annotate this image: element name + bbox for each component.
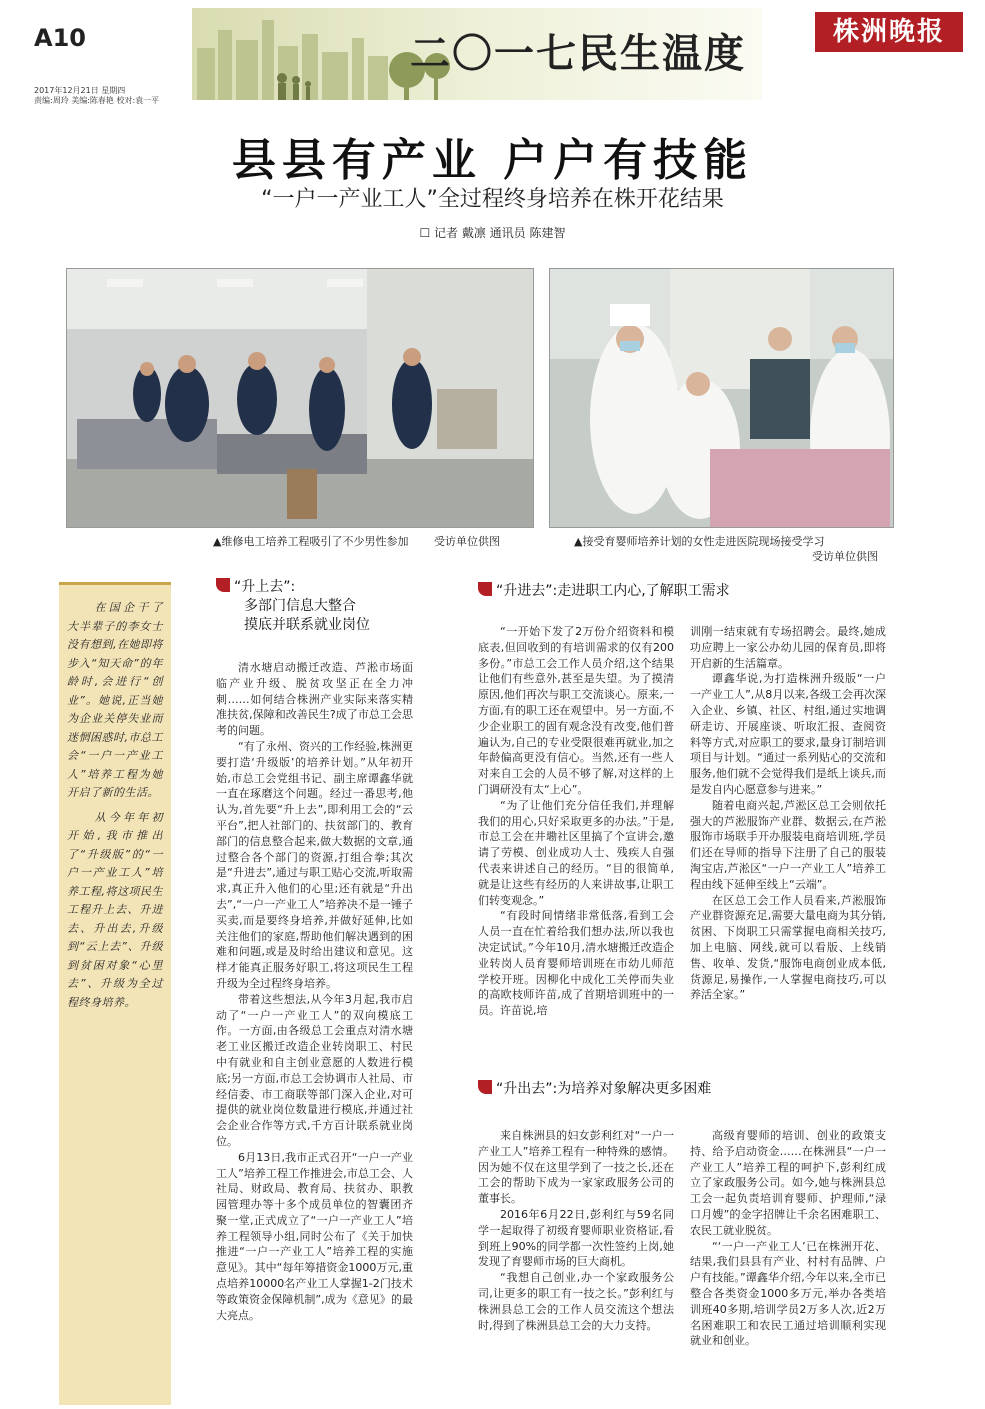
sidebar-intro [59, 582, 171, 1405]
section-3-title-text: “升出去”:为培养对象解决更多困难 [496, 1081, 712, 1097]
workshop-photo-illustration [67, 269, 533, 527]
sidebar-paragraph-1: 在国企干了大半辈子的李女士没有想到,在她即将步入“知天命”的年龄时,会进行“创业”。她说,正当她为企业关停失业而迷惘困惑时,市总工会“一户一产业工人”培养工程为她开启了新的生活。 [67, 601, 163, 799]
subheadline: “一户一产业工人”全过程终身培养在株开花结果 [261, 187, 724, 212]
date-line: 2017年12月21日 星期四 [34, 86, 126, 95]
newspaper-logo: 株洲晚报 [815, 12, 963, 52]
col4-paragraph: 2016年6月22日,彭利红与59名同学一起取得了初级育婴师职业资格证,看到班上90%的同学都一次性签约上岗,她发现了育婴师市场的巨大商机。 [478, 1207, 674, 1269]
col3-paragraph: 训刚一结束就有专场招聘会。最终,她成功应聘上一家公办幼儿园的保育员,即将开启新的生活篇章。 [690, 625, 886, 670]
col4-paragraph: 来自株洲县的妇女彭利红对“一户一产业工人”培养工程有一种特殊的感情。因为她不仅在这里学到了一技之长,还在工会的帮助下成为一家家政服务公司的董事长。 [478, 1129, 674, 1206]
column-5 [690, 1128, 886, 1349]
sidebar-paragraph-2: 从今年年初开始,我市推出了“升级版”的“一户一产业工人”培养工程,将这项民生工程升上去、升进去、升出去,升级到“云上去”、升级到贫困对象“心里去”、升级为全过程终身培养。 [67, 810, 163, 1009]
col3-paragraph: 谭鑫华说,为打造株洲升级版“一户一产业工人”,从8月以来,各级工会再次深入企业、乡镇、社区、村组,通过实地调研走访、开展座谈、听取汇报、查阅资料等方式,对应职工的要求,量身订制培训项目与计划。“通过一系列贴心的交流和服务,他们就不会觉得我们是纸上谈兵,而是发自内心愿意参与进来。” [690, 672, 886, 796]
photo-electricians [66, 268, 534, 528]
caption-left-text: ▲维修电工培养工程吸引了不少男性参加 [213, 535, 409, 548]
col3-paragraph: 随着电商兴起,芦淞区总工会则依托强大的芦淞服饰产业群、数据云,在芦淞服饰市场联手开办服装电商培训班,学员们还在导师的指导下注册了自己的服装淘宝店,芦淞区“一户一产业工人”培养工程由线下延伸至线上“云端”。 [690, 798, 886, 891]
section-3-title [478, 1080, 711, 1099]
hospital-photo-illustration [550, 269, 893, 527]
section-1-title-a: “升上去”: [234, 579, 296, 595]
section-1-title [216, 578, 370, 635]
column-4 [478, 1128, 674, 1333]
section-1-title-b: 多部门信息大整合 [244, 598, 356, 614]
col1-paragraph: “有了永州、资兴的工作经验,株洲更要打造‘升级版’的培养计划。”从年初开始,市总工会党组书记、副主席谭鑫华就一直在琢磨这个问题。经过一番思考,他认为,首先要“升上去”,即利用工会的“云平台”,把人社部门的、扶贫部门的、教育部门的信息整合起来,做大数据的文章,通过整合各个部门的资源,打组合拳;其次是“升进去”,通过与职工贴心交流,听取需求,真正升入他们的心里;还有就是“升出去”,“一户一产业工人”培养决不是一锤子买卖,而是要终身培养,并做好延伸,比如关注他们的家庭,帮助他们解决遇到的困难和问题,或是及时给出建议和意见。这样才能真正服务好职工,将这项民生工程升级为全过程终身培养。 [216, 739, 413, 990]
column-3 [690, 624, 886, 1003]
col4-paragraph: “我想自己创业,办一个家政服务公司,让更多的职工有一技之长。”彭利红与株洲县总工会的工作人员交流这个想法时,得到了株洲县总工会的大力支持。 [478, 1271, 674, 1332]
byline: ☐ 记者 戴凛 通讯员 陈建智 [419, 226, 566, 240]
staff-line: 责编:周玲 美编:陈春艳 校对:袁一平 [34, 96, 160, 105]
col1-paragraph: 带着这些想法,从今年3月起,我市启动了“一户一产业工人”的双向模底工作。一方面,由各级总工会重点对清水塘老工业区搬迁改造企业转岗职工、村民中有就业和自主创业意愿的人数进行模底;另一方面,市总工会协调市人社局、市经信委、市工商联等部门深入企业,对可提供的就业岗位数量进行模底,并通过社会企业合作等方式,千方百计联系就业岗位。 [216, 992, 413, 1148]
section-marker-icon [478, 582, 492, 596]
section-marker-icon [216, 578, 230, 592]
column-2 [478, 624, 674, 1019]
photo-caption-right: ▲接受育婴师培养计划的女性走进医院现场接受学习 [574, 535, 825, 548]
photo-nurses [549, 268, 894, 528]
photo-caption-left [213, 533, 500, 549]
section-marker-icon [478, 1080, 492, 1094]
photo-credit-right: 受访单位供图 [812, 550, 878, 563]
page-number: A10 [34, 24, 86, 52]
col1-paragraph: 6月13日,我市正式召开“一户一产业工人”培养工程工作推进会,市总工会、人社局、财政局、教育局、扶贫办、职教园管理办等十多个成员单位的智囊团齐聚一堂,正式成立了“一户一产业工人”培养工程领导小组,同时公布了《关于加快推进“一户一产业工人”培养工程的实施意见》。其中“每年筹措资金1000万元,重点培养10000名产业工人掌握1-2门技术等政策资金保障机制”,成为《意见》的最大亮点。 [216, 1150, 413, 1322]
col5-paragraph: 高级育婴师的培训、创业的政策支持、给予启动资金……在株洲县“一户一产业工人”培养工程的呵护下,彭利红成立了家政服务公司。如今,她与株洲县总工会一起负责培训育婴师、护理师,“渌口月嫂”的金字招牌让千余名困难职工、农民工就业脱贫。 [690, 1129, 886, 1237]
col2-paragraph: “有段时间情绪非常低落,看到工会人员一直在忙着给我们想办法,所以我也决定试试。”今年10月,清水塘搬迁改造企业转岗人员育婴师培训班在市幼儿师范学校开班。因柳化中成化工关停而失业的高欧枝师许苗,成了首期培训班中的一员。许苗说,培 [478, 909, 674, 1018]
caption-left-credit: 受访单位供图 [433, 535, 500, 548]
section-2-title [478, 582, 730, 601]
col5-paragraph: “‘一户一产业工人’已在株洲开花、结果,我们县县有产业、村村有品牌、户户有技能。”谭鑫华介绍,今年以来,全市已整合各类资金1000多万元,举办各类培训班40多期,培训学员2万多人次,近2万名困难职工和农民工通过培训顺利实现就业和创业。 [690, 1239, 886, 1348]
section-2-title-text: “升进去”:走进职工内心,了解职工需求 [496, 583, 730, 599]
col2-paragraph: “一开始下发了2万份介绍资料和模底表,但回收到的有培训需求的仅有200多份。”市总工会工作人员介绍,这个结果让他们有些意外,甚至是失望。为了摸清原因,他们再次与职工交流谈心。原来,一方面,有的职工还在观望中。另一方面,不少企业职工的固有观念没有改变,他们普遍认为,自己的专业受限很难再就业,加之年龄偏高更没有信心。当然,还有一些人对来自工会的人员不够了解,对这样的上门调研没有太“上心”。 [478, 625, 674, 796]
col1-paragraph: 清水塘启动搬迁改造、芦淞市场面临产业升级、脱贫攻坚正在全力冲刺……如何结合株洲产业实际来落实精准扶贫,保障和改善民生?成了市总工会思考的问题。 [216, 661, 413, 738]
banner-title: 二〇一七民生温度 [410, 30, 746, 77]
col2-paragraph: “为了让他们充分信任我们,并理解我们的用心,只好采取更多的办法。”于是,市总工会在井墈社区里搞了个宣讲会,邀请了劳模、创业成功人士、残疾人自强代表来讲述自己的经历。“目的很简单,就是让这些有经历的人来讲故事,让职工们转变观念。” [478, 798, 674, 907]
section-1-title-c: 摸底并联系就业岗位 [244, 617, 370, 633]
col3-paragraph: 在区总工会工作人员看来,芦淞服饰产业群资源充足,需要大量电商为其分销,贫困、下岗职工只需掌握电商相关技巧,加上电脑、网线,就可以看版、上线销售、收单、发货,“服饰电商创业成本低,货源足,易操作,一人掌握电商技巧,可以养活全家。” [690, 893, 886, 1002]
column-1 [216, 660, 413, 1323]
headline: 县县有产业 户户有技能 [231, 135, 754, 186]
